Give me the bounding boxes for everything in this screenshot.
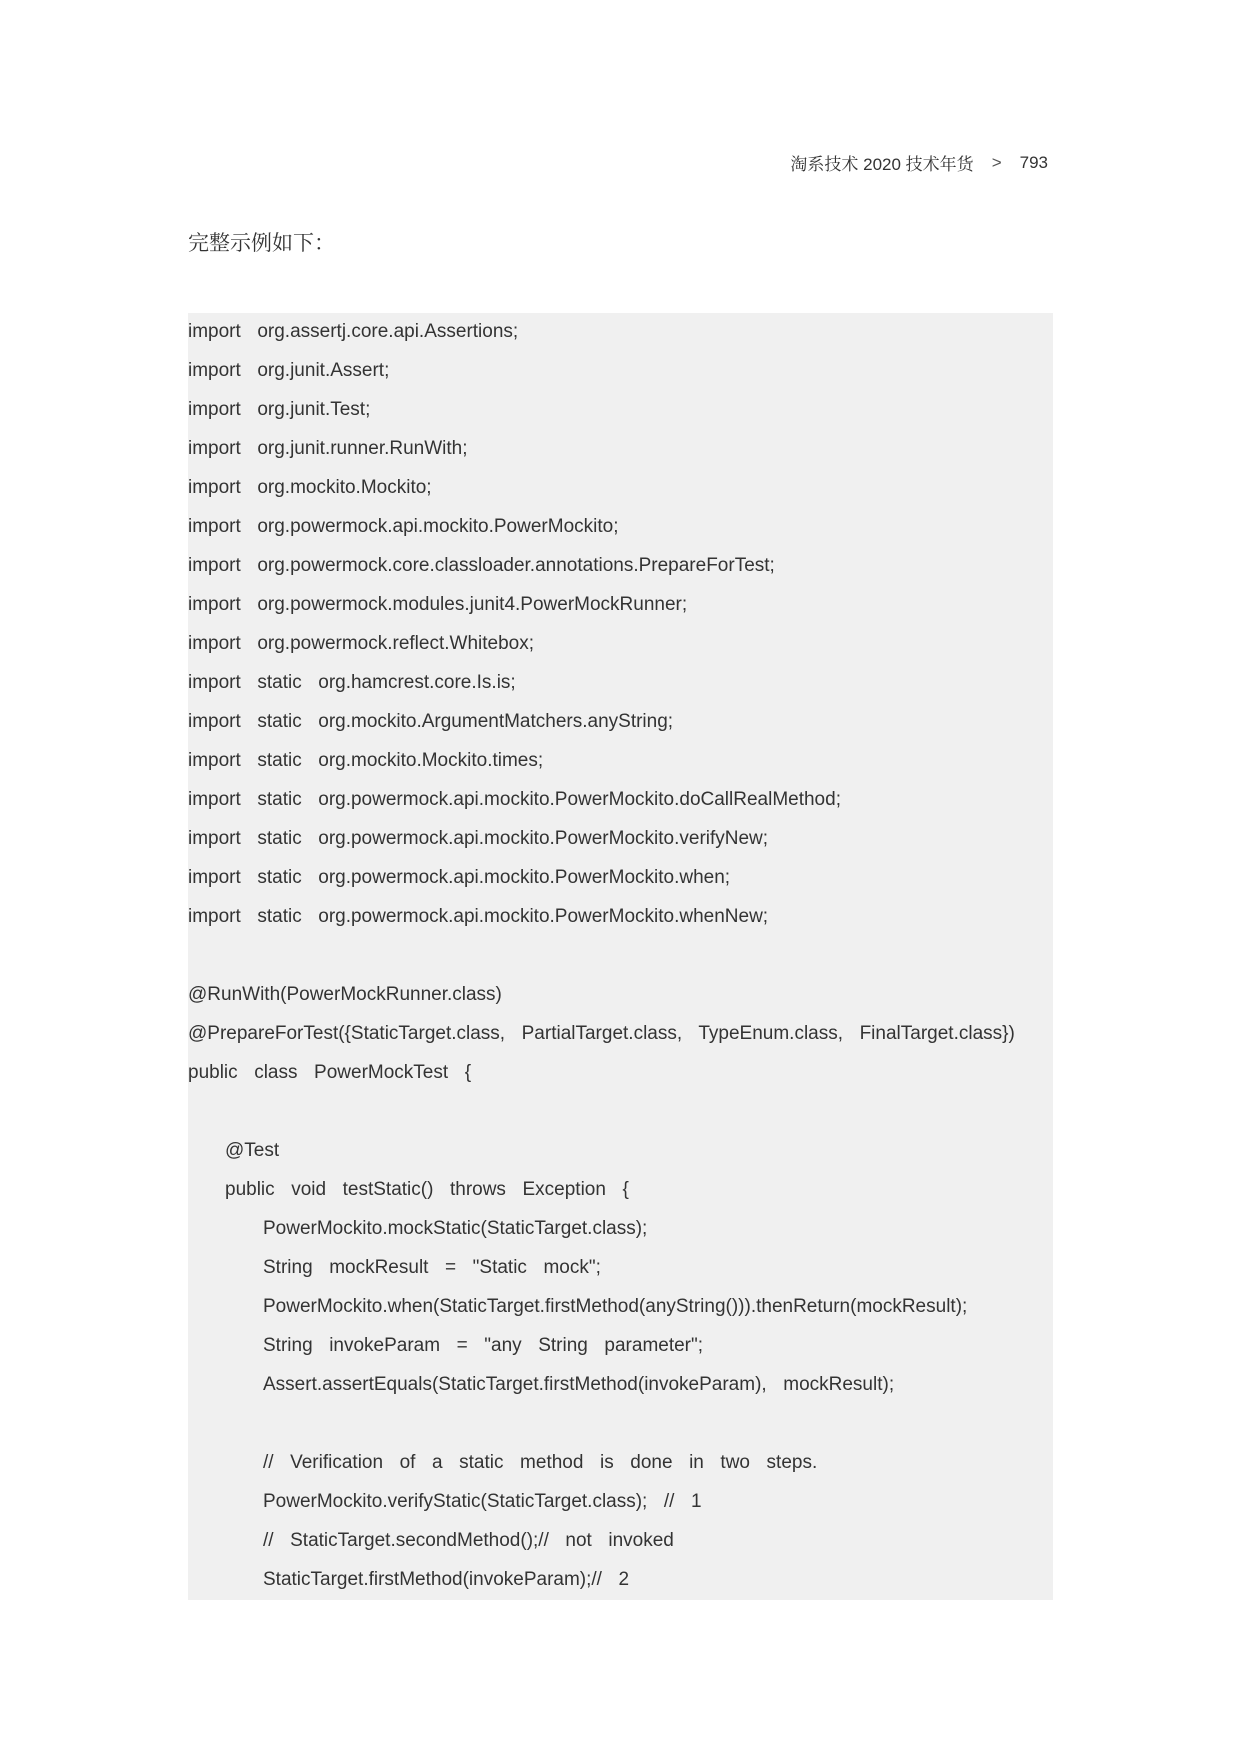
code-line: Assert.assertEquals(StaticTarget.firstMethod(invokeParam), mockResult); [263,1374,895,1395]
code-line: // StaticTarget.secondMethod();// not invoked [263,1530,674,1551]
code-line: PowerMockito.mockStatic(StaticTarget.class); [263,1218,648,1239]
intro-text: 完整示例如下： [188,232,335,255]
running-title: 淘系技术 2020 技术年货 [790,155,974,174]
code-block [188,313,1053,1600]
code-line: import static org.powermock.api.mockito.PowerMockito.doCallRealMethod; [188,789,841,810]
code-line: StaticTarget.firstMethod(invokeParam);// 2 [263,1569,630,1590]
code-line: PowerMockito.when(StaticTarget.firstMethod(anyString())).thenReturn(mockResult); [263,1296,968,1317]
code-line: public void testStatic() throws Exception { [225,1179,629,1200]
code-line: String mockResult = "Static mock"; [263,1257,601,1278]
code-line: import org.assertj.core.api.Assertions; [188,321,519,342]
code-line: import org.junit.Test; [188,399,371,420]
code-line: import static org.mockito.Mockito.times; [188,750,544,771]
code-line: import org.junit.runner.RunWith; [188,438,468,459]
page-number: 793 [1019,152,1048,172]
code-line [188,1405,1053,1444]
code-line: String invokeParam = "any String parameter"; [263,1335,704,1356]
code-line: import org.powermock.core.classloader.annotations.PrepareForTest; [188,555,775,576]
code-line: import org.junit.Assert; [188,360,390,381]
code-line: import static org.powermock.api.mockito.PowerMockito.verifyNew; [188,828,769,849]
code-line: import static org.hamcrest.core.Is.is; [188,672,516,693]
code-line: @RunWith(PowerMockRunner.class) [188,984,502,1005]
code-line: import static org.powermock.api.mockito.PowerMockito.when; [188,867,731,888]
page-header [790,150,1048,175]
code-line: @Test [225,1140,280,1161]
code-line: // Verification of a static method is done in two steps. [263,1452,818,1473]
code-line: import static org.powermock.api.mockito.PowerMockito.whenNew; [188,906,769,927]
code-line [188,1093,1053,1132]
header-separator: > [991,152,1002,172]
code-line: import static org.mockito.ArgumentMatchers.anyString; [188,711,674,732]
code-line: import org.powermock.api.mockito.PowerMockito; [188,516,619,537]
code-line: import org.mockito.Mockito; [188,477,432,498]
code-line: public class PowerMockTest { [188,1062,472,1083]
code-line: @PrepareForTest({StaticTarget.class, PartialTarget.class, TypeEnum.class, FinalTarget.class}) [188,1023,1015,1044]
code-line: import org.powermock.modules.junit4.PowerMockRunner; [188,594,688,615]
code-line: PowerMockito.verifyStatic(StaticTarget.class); // 1 [263,1491,702,1512]
code-line [188,937,1053,976]
code-line: import org.powermock.reflect.Whitebox; [188,633,535,654]
